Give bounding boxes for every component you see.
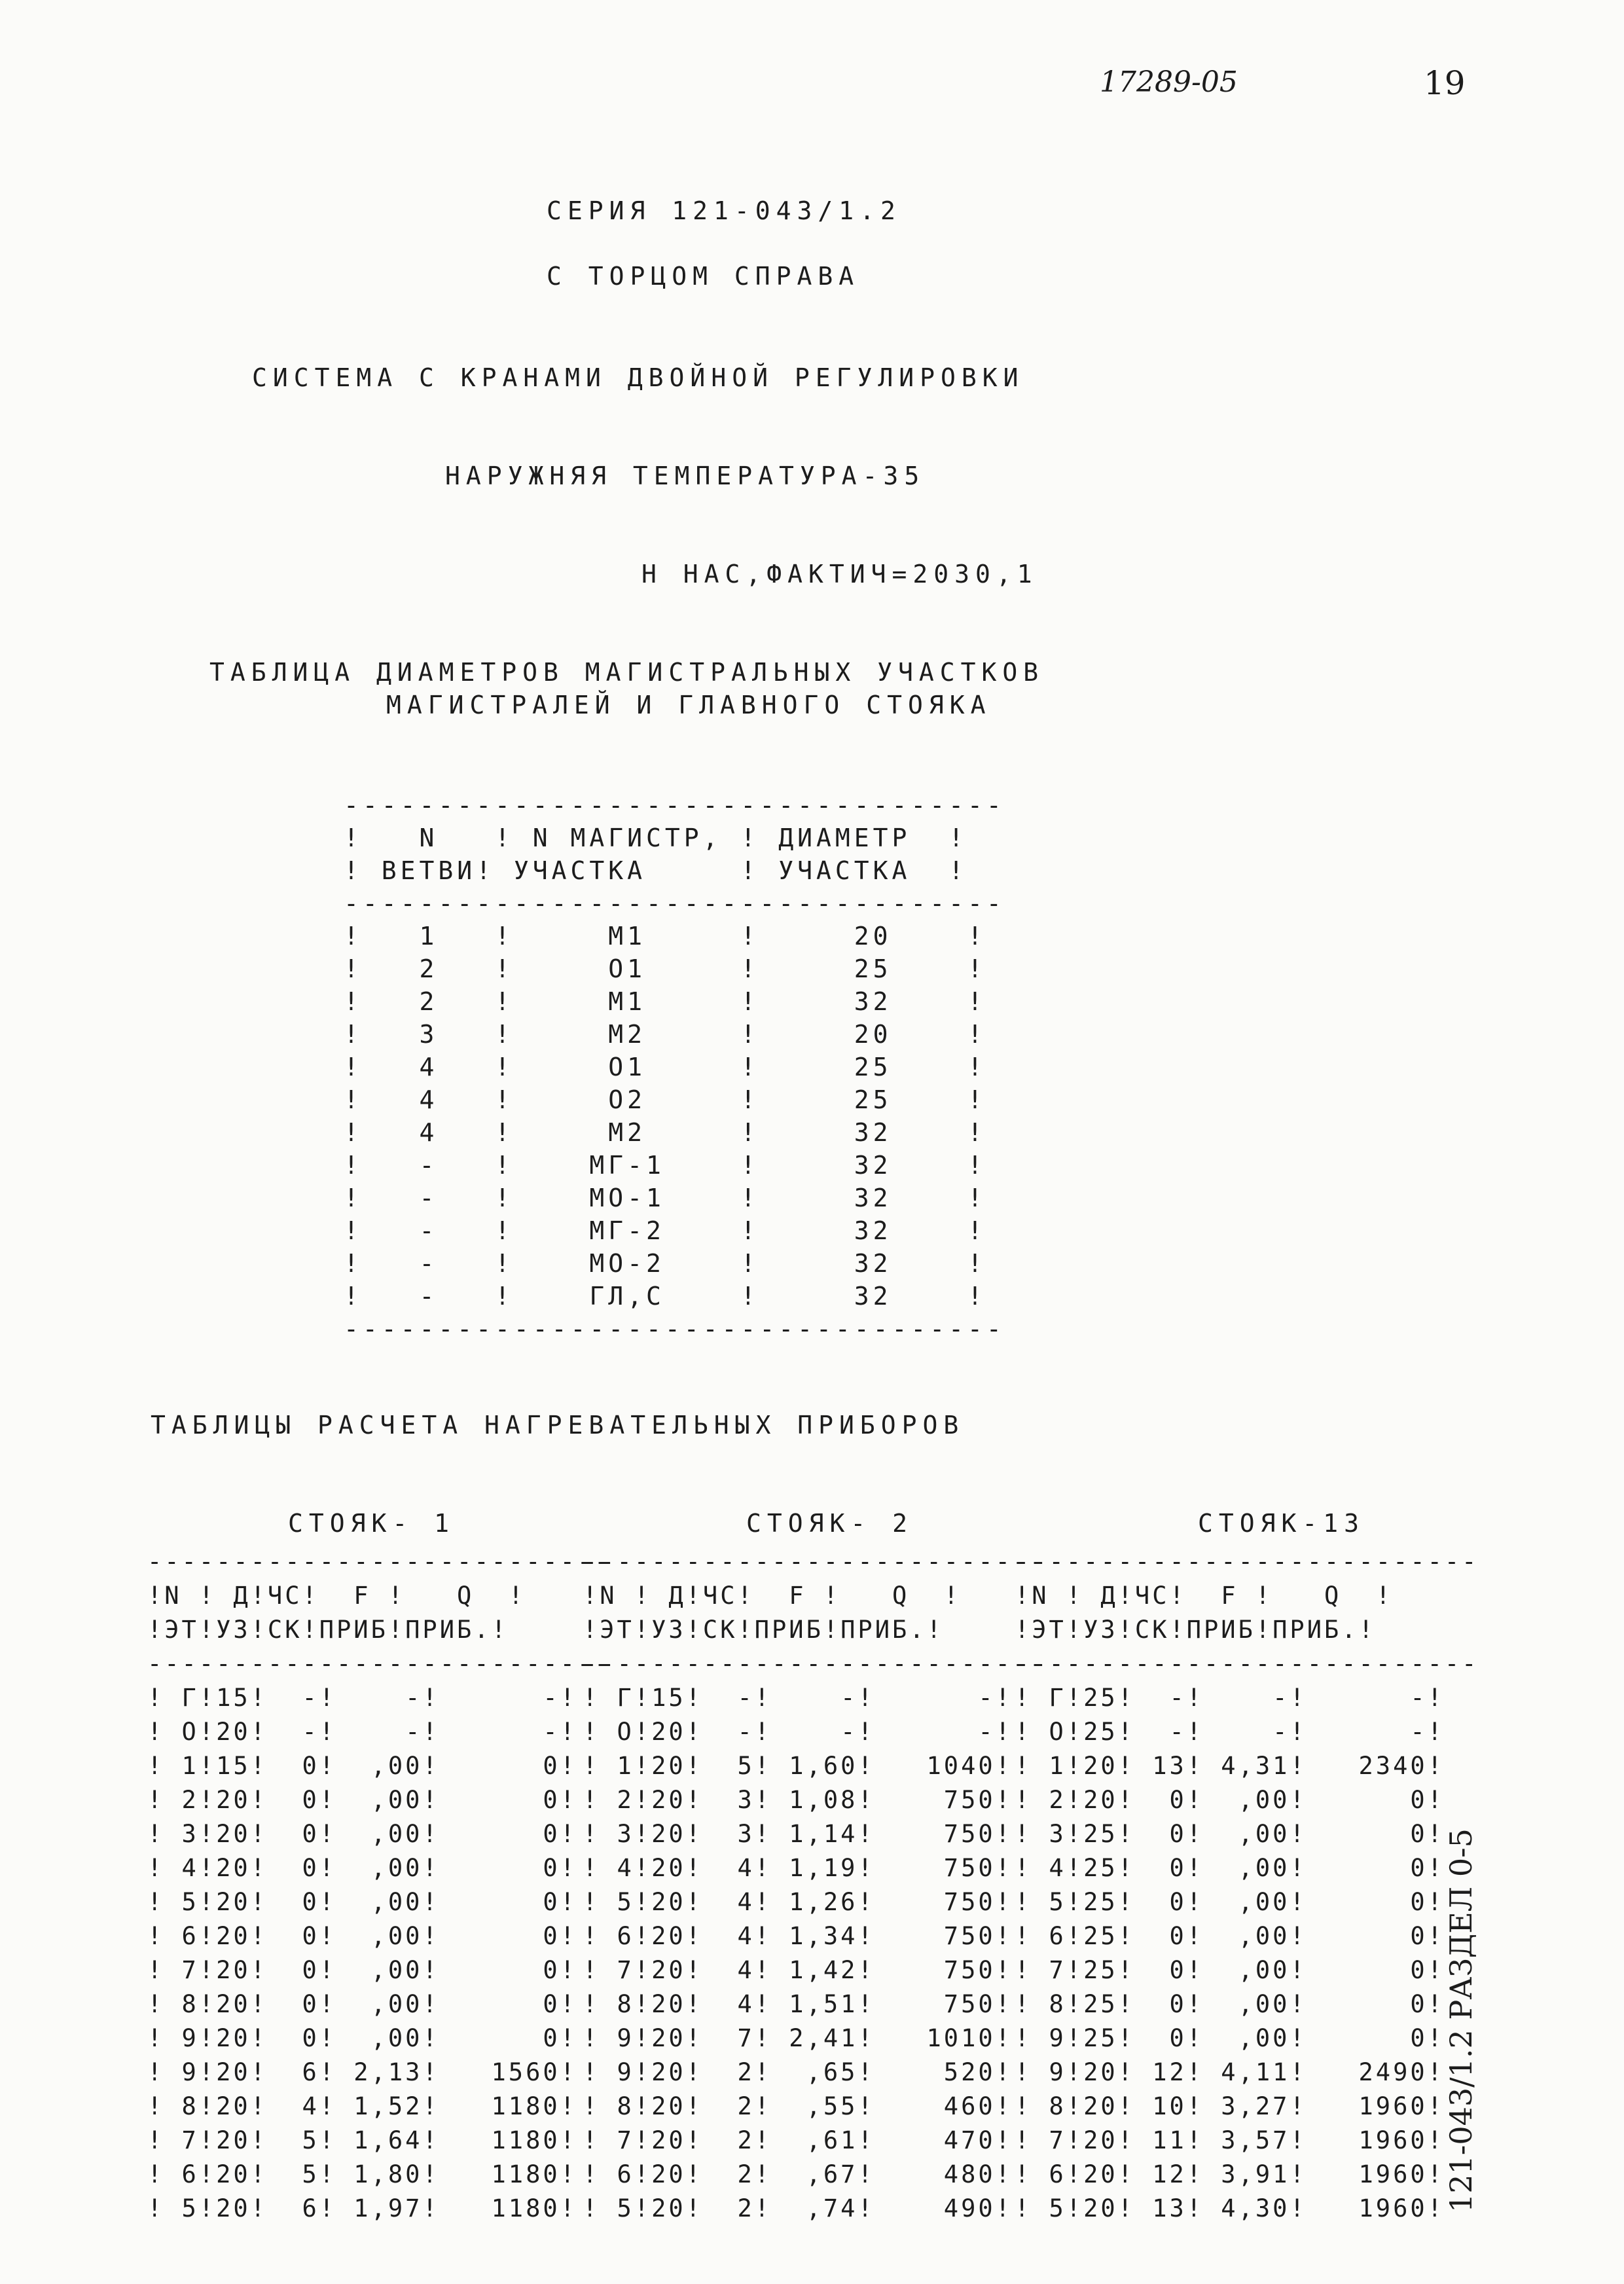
head-actual-title: Н НАС,ФАКТИЧ=2030,1 [641,560,1038,589]
riser-1-table: --------------------------- !N ! Д!ЧС! F ! Q ! !ЭТ!УЗ!СК!ПРИБ!ПРИБ.! --------------------------- ! Г!15! -! -! -! ! О!20! -! -! -! ! 1!15! 0! ,00! 0! ! 2!20! 0! ,00! 0! ! 3!20! 0! ,00! 0! ! 4!20! 0! ,00! 0! ! 5!20! 0! ,00! 0! ! 6!20! 0! ,00! 0! ! 7!20! 0! ,00! 0! ! 8!20! 0! ,00! 0! ! 9!20! 0! ,00! 0! ! 9!20! 6! 2,13! 1560! ! 8!20! 4! 1,52! 1180! ! 7!20! 5! 1,64! 1180! ! 6!20! 5! 1,80! 1180! ! 5!20! 6! 1,97! 1180! [147,1548,612,2222]
riser-13-title: СТОЯК-13 [1198,1509,1365,1538]
margin-stamp: 121-043/1.2 РАЗДЕЛ 0-5 [1443,1828,1479,2213]
riser-1-title: СТОЯК- 1 [288,1509,456,1538]
riser-13-table: --------------------------- !N ! Д!ЧС! F ! Q ! !ЭТ!УЗ!СК!ПРИБ!ПРИБ.! --------------------------- ! Г!25! -! -! -! ! О!25! -! -! -! ! 1!20! 13! 4,31! 2340! ! 2!20! 0! ,00! 0! ! 3!25! 0! ,00! 0! ! 4!25! 0! ,00! 0! ! 5!25! 0! ,00! 0! ! 6!25! 0! ,00! 0! ! 7!25! 0! ,00! 0! ! 8!25! 0! ,00! 0! ! 9!25! 0! ,00! 0! ! 9!20! 12! 4,11! 2490! ! 8!20! 10! 3,27! 1960! ! 7!20! 11! 3,57! 1960! ! 6!20! 12! 3,91! 1960! ! 5!20! 13! 4,30! 1960! [1015,1548,1479,2222]
diameter-table-title-1: ТАБЛИЦА ДИАМЕТРОВ МАГИСТРАЛЬНЫХ УЧАСТКОВ [209,658,1045,687]
diameter-table-title-2: МАГИСТРАЛЕЙ И ГЛАВНОГО СТОЯКА [386,691,992,719]
outdoor-temp-title: НАРУЖНЯЯ ТЕМПЕРАТУРА-35 [445,462,926,490]
diameter-table: ----------------------------------- ! N ! N МАГИСТР, ! ДИАМЕТР ! ! ВЕТВИ! УЧАСТКА ! УЧАСТКА ! ----------------------------------- ! 1 ! М1 ! 20 ! ! 2 ! О1 ! 25 ! ! 2 ! М1 ! 32 ! ! 3 ! М2 ! 20 ! ! 4 ! О1 ! 25 ! ! 4 ! О2 ! 25 ! ! 4 ! М2 ! 32 ! ! - ! МГ-1 ! 32 ! ! - ! МО-1 ! 32 ! ! - ! МГ-2 ! 32 ! ! - ! МО-2 ! 32 ! ! - ! ГЛ,С ! 32 ! ----------------------------------- [344,791,1005,1343]
document-number: 17289-05 [1100,65,1238,99]
end-position-title: С ТОРЦОМ СПРАВА [547,262,860,291]
calc-tables-title: ТАБЛИЦЫ РАСЧЕТА НАГРЕВАТЕЛЬНЫХ ПРИБОРОВ [151,1411,965,1440]
riser-2-title: СТОЯК- 2 [746,1509,914,1538]
series-title: СЕРИЯ 121-043/1.2 [547,196,901,225]
riser-2-table: --------------------------- !N ! Д!ЧС! F ! Q ! !ЭТ!УЗ!СК!ПРИБ!ПРИБ.! --------------------------- ! Г!15! -! -! -! ! О!20! -! -! -! ! 1!20! 5! 1,60! 1040! ! 2!20! 3! 1,08! 750! ! 3!20! 3! 1,14! 750! ! 4!20! 4! 1,19! 750! ! 5!20! 4! 1,26! 750! ! 6!20! 4! 1,34! 750! ! 7!20! 4! 1,42! 750! ! 8!20! 4! 1,51! 750! ! 9!20! 7! 2,41! 1010! ! 9!20! 2! ,65! 520! ! 8!20! 2! ,55! 460! ! 7!20! 2! ,61! 470! ! 6!20! 2! ,67! 480! ! 5!20! 2! ,74! 490! [583,1548,1047,2222]
page-number: 19 [1424,64,1466,102]
system-title: СИСТЕМА С КРАНАМИ ДВОЙНОЙ РЕГУЛИРОВКИ [252,363,1024,392]
